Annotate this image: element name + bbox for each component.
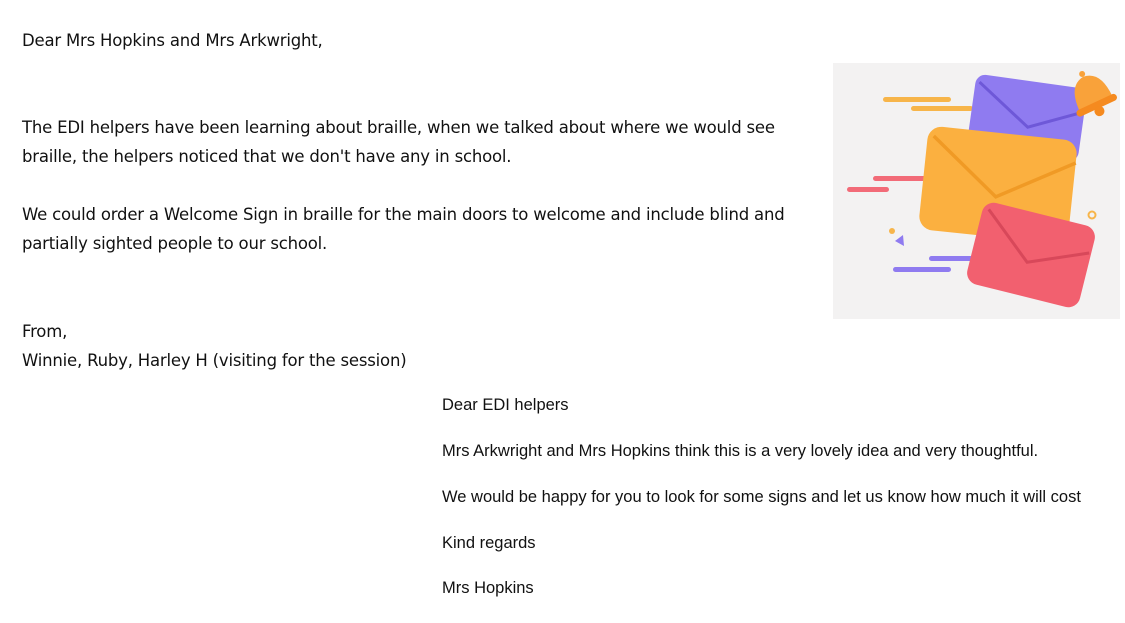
letter-paragraph-1-line-2: braille, the helpers noticed that we don't have any in school.: [22, 147, 512, 166]
pink-envelope-icon: [965, 200, 1098, 310]
envelopes-icon-group: [833, 63, 1120, 319]
envelopes-illustration: [833, 63, 1120, 319]
letter-paragraph-2-line-1: We could order a Welcome Sign in braille for the main doors to welcome and include blind and: [22, 205, 785, 224]
reply-closing: Kind regards: [442, 534, 536, 552]
reply-line-1: Mrs Arkwright and Mrs Hopkins think this is a very lovely idea and very thoughtful.: [442, 442, 1039, 460]
letter-paragraph-1-line-1: The EDI helpers have been learning about braille, when we talked about where we would see: [22, 118, 775, 137]
reply-signature: Mrs Hopkins: [442, 579, 534, 597]
reply-greeting: Dear EDI helpers: [442, 396, 569, 414]
letter-paragraph-2-line-2: partially sighted people to our school.: [22, 234, 328, 253]
letter-greeting: Dear Mrs Hopkins and Mrs Arkwright,: [22, 31, 323, 50]
reply-line-2: We would be happy for you to look for some signs and let us know how much it will cost: [442, 488, 1081, 506]
letter-signoff: From,: [22, 322, 68, 341]
letter-signatories: Winnie, Ruby, Harley H (visiting for the session): [22, 351, 407, 370]
